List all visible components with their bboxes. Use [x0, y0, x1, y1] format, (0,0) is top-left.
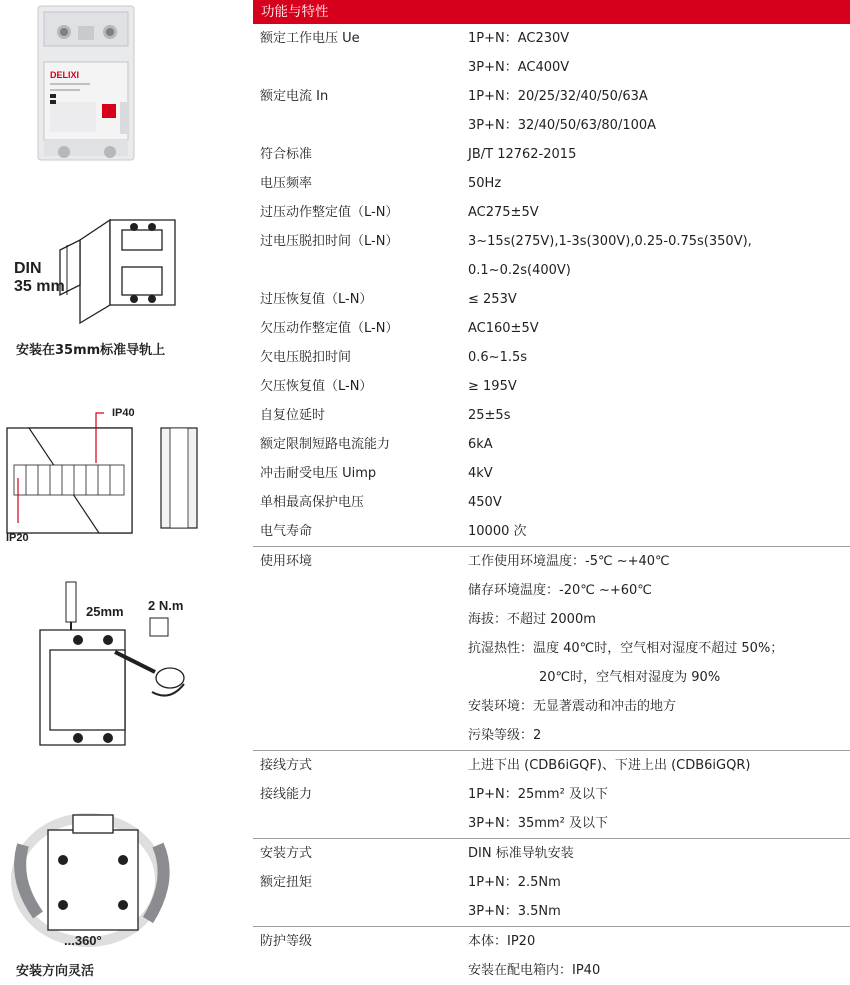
- spec-label: 额定限制短路电流能力: [260, 437, 391, 452]
- spec-row: [253, 285, 850, 314]
- spec-row: [253, 517, 850, 546]
- spec-value: DIN 标准导轨安装: [468, 846, 574, 861]
- spec-value: 工作使用环境温度：-5℃ ~+40℃: [468, 554, 670, 569]
- spec-row: [253, 809, 850, 838]
- spec-row: [253, 256, 850, 285]
- spec-value: 污染等级：2: [468, 728, 542, 743]
- spec-row: [253, 459, 850, 488]
- product-image: [30, 2, 142, 164]
- spec-value: 储存环境温度：-20℃ ~+60℃: [468, 583, 652, 598]
- spec-value: 20℃时，空气相对湿度为 90%: [539, 670, 721, 685]
- rotation-label: ...360°: [64, 933, 102, 948]
- spec-value: 3P+N：32/40/50/63/80/100A: [468, 118, 657, 133]
- spec-table: [253, 0, 850, 985]
- spec-row: [253, 692, 850, 721]
- spec-label: 符合标准: [260, 147, 313, 162]
- spec-row: [253, 140, 850, 169]
- spec-value: 1P+N：25mm² 及以下: [468, 787, 608, 802]
- spec-value: 6kA: [468, 437, 493, 452]
- spec-row: [253, 24, 850, 53]
- spec-label: 额定扭矩: [260, 875, 313, 890]
- spec-row: [253, 868, 850, 897]
- spec-row: [253, 111, 850, 140]
- spec-value: 0.1~0.2s(400V): [468, 263, 571, 278]
- spec-value: AC275±5V: [468, 205, 539, 220]
- spec-row: [253, 956, 850, 985]
- spec-row: [253, 430, 850, 459]
- spec-value: 1P+N：20/25/32/40/50/63A: [468, 89, 648, 104]
- spec-row: [253, 546, 850, 576]
- spec-label: 欠压动作整定值（L-N）: [260, 321, 399, 336]
- spec-label: 防护等级: [260, 934, 313, 949]
- spec-row: [253, 721, 850, 750]
- spec-row: [253, 82, 850, 111]
- spec-value: 0.6~1.5s: [468, 350, 528, 365]
- spec-label: 过电压脱扣时间（L-N）: [260, 234, 399, 249]
- spec-value: AC160±5V: [468, 321, 539, 336]
- spec-rows: [253, 24, 850, 985]
- spec-value: 3~15s(275V),1-3s(300V),0.25-0.75s(350V),: [468, 234, 752, 249]
- spec-row: [253, 605, 850, 634]
- spec-row: [253, 401, 850, 430]
- spec-value: 50Hz: [468, 176, 502, 191]
- spec-value: 抗湿热性：温度 40℃时，空气相对湿度不超过 50%；: [468, 641, 784, 656]
- spec-value: 1P+N：2.5Nm: [468, 875, 561, 890]
- din-label: DIN: [14, 260, 42, 277]
- spec-label: 欠压恢复值（L-N）: [260, 379, 373, 394]
- spec-row: [253, 169, 850, 198]
- spec-value: 安装在配电箱内：IP40: [468, 963, 601, 978]
- torque-label: 2 N.m: [148, 598, 184, 613]
- spec-row: [253, 227, 850, 256]
- rotation-caption: 安装方向灵活: [16, 964, 95, 979]
- spec-label: 自复位延时: [260, 408, 326, 423]
- spec-value: 3P+N：3.5Nm: [468, 904, 561, 919]
- spec-label: 电压频率: [260, 176, 313, 191]
- spec-value: 本体：IP20: [468, 934, 536, 949]
- spec-value: ≥ 195V: [468, 379, 517, 394]
- spec-label: 使用环境: [260, 554, 313, 569]
- spec-label: 欠电压脱扣时间: [260, 350, 352, 365]
- spec-value: 25±5s: [468, 408, 511, 423]
- ip20-label: IP20: [6, 532, 29, 543]
- spec-label: 额定电流 In: [260, 89, 329, 104]
- spec-value: JB/T 12762-2015: [468, 147, 577, 162]
- spec-row: [253, 780, 850, 809]
- strip-length-label: 25mm: [86, 604, 124, 619]
- spec-label: 过压恢复值（L-N）: [260, 292, 373, 307]
- spec-value: 10000 次: [468, 524, 527, 539]
- spec-row: [253, 750, 850, 780]
- spec-label: 单相最高保护电压: [260, 495, 365, 510]
- spec-row: [253, 198, 850, 227]
- din-caption: 安装在35mm标准导轨上: [16, 343, 166, 358]
- spec-value: ≤ 253V: [468, 292, 517, 307]
- spec-value: 上进下出 (CDB6iGQF)、下进上出 (CDB6iGQR): [468, 758, 751, 773]
- spec-row: [253, 314, 850, 343]
- spec-value: 安装环境：无显著震动和冲击的地方: [468, 699, 677, 714]
- spec-label: 安装方式: [260, 846, 313, 861]
- left-figure-panel: [0, 0, 240, 985]
- spec-row: [253, 53, 850, 82]
- brand-logo: DELIXI: [50, 70, 80, 80]
- spec-row: [253, 488, 850, 517]
- spec-value: 3P+N：35mm² 及以下: [468, 816, 608, 831]
- spec-value: 海拔：不超过 2000m: [468, 612, 596, 627]
- spec-label: 接线方式: [260, 758, 313, 773]
- spec-value: 1P+N：AC230V: [468, 31, 570, 46]
- spec-value: 4kV: [468, 466, 493, 481]
- spec-label: 接线能力: [260, 787, 313, 802]
- spec-row: [253, 634, 850, 663]
- spec-value: 3P+N：AC400V: [468, 60, 570, 75]
- spec-row: [253, 838, 850, 868]
- spec-row: [253, 926, 850, 956]
- ip40-label: IP40: [112, 407, 135, 419]
- spec-label: 冲击耐受电压 Uimp: [260, 466, 377, 481]
- enclosure-ip-illustration: [4, 403, 204, 543]
- spec-row: [253, 372, 850, 401]
- spec-row: [253, 663, 850, 692]
- spec-label: 过压动作整定值（L-N）: [260, 205, 399, 220]
- spec-row: [253, 576, 850, 605]
- wiring-torque-illustration: [30, 580, 230, 760]
- spec-row: [253, 343, 850, 372]
- spec-row: [253, 897, 850, 926]
- spec-value: 450V: [468, 495, 502, 510]
- din-size-label: 35 mm: [14, 278, 65, 295]
- spec-label: 电气寿命: [260, 524, 313, 539]
- spec-header: 功能与特性: [253, 0, 850, 24]
- rotation-illustration: [8, 805, 178, 955]
- din-rail-illustration: [10, 205, 200, 325]
- spec-label: 额定工作电压 Ue: [260, 31, 360, 46]
